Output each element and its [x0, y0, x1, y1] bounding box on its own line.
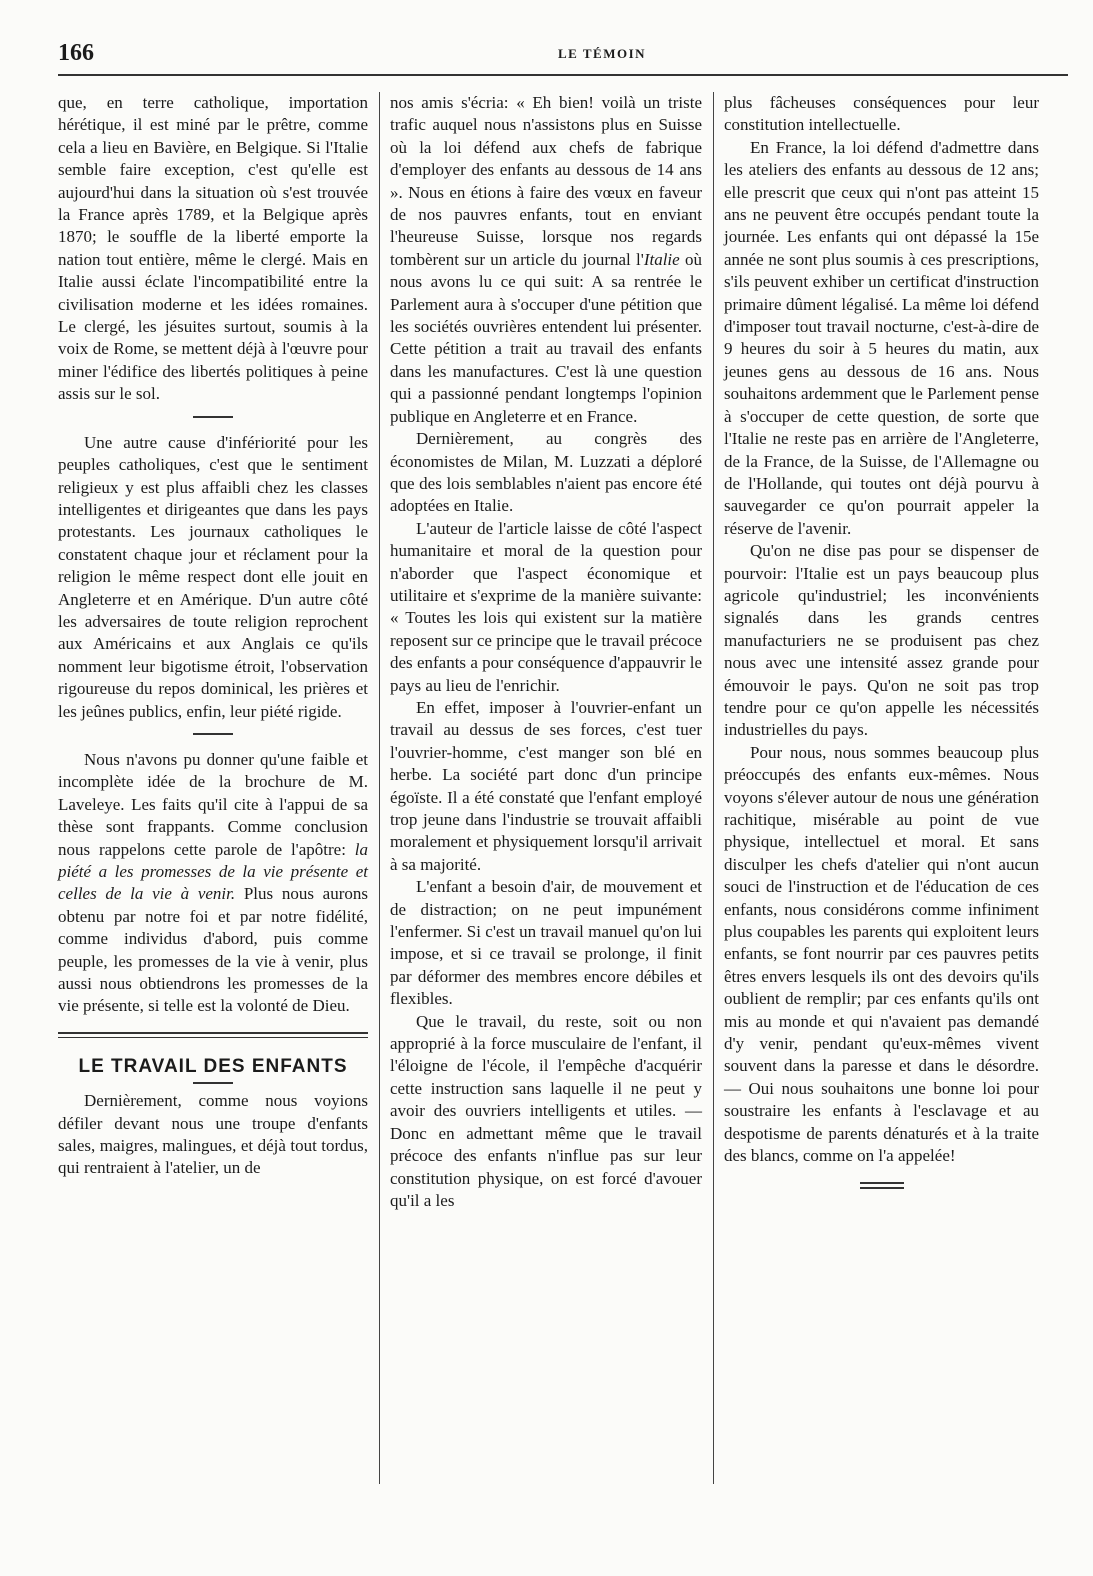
- separator-rule: [193, 733, 233, 735]
- paragraph-text: où nous avons lu ce qui suit: A sa rentrée le Parlement aura à s'occuper d'une pétition que les sociétés ouvrières entendent lui présenter. Cette pétition a trait au travail des enfants dans les manufactures. C'est là une question qui a passionné pendant longtemps l'opinion publique en Angleterre et en France.: [390, 249, 703, 426]
- paragraph: Que le travail, du reste, soit ou non approprié à la force musculaire de l'enfant, il l'éloigne de l'école, il l'empêche d'acquérir cette instruction sans laquelle il ne peut y avoir des ouvriers intelligents et utiles. — Donc en admettant même que le travail précoce des enfants n'influe pas sur leur constitution physique, on est forcé d'avouer qu'il a les: [390, 1011, 702, 1210]
- paragraph: Une autre cause d'infériorité pour les peuples catholiques, c'est que le sentiment religieux y est plus affaibli chez les classes intelligentes et dirigeantes que dans les pays protestants. Les journaux catholiques le constatent chaque jour et réclament pour la religion le même respect dont elle jouit en Angleterre et en Amérique. D'un autre côté les adversaires de toute religion reprochent aux Américains et aux Anglais ce qu'ils nomment leur bigotisme étroit, l'observation rigoureuse du repos dominical, les prières et les jeûnes publics, enfin, leur piété rigide.: [58, 432, 368, 721]
- end-rule: [860, 1182, 904, 1189]
- section-title: LE TRAVAIL DES ENFANTS: [78, 1055, 348, 1077]
- paragraph-text: Plus nous aurons obtenu par notre foi et par notre fidélité, comme individus d'abord, puis comme peuple, les promesses de la vie à venir, plus aussi nous obtiendrons les promesses de la vie présente, si telle est la volonté de Dieu.: [58, 884, 369, 1016]
- paragraph: L'auteur de l'article laisse de côté l'aspect humanitaire et moral de la question pour n'aborder que l'aspect économique et utilitaire et s'exprime de la manière suivante: « Toutes les lois qui existent sur la matière reposent sur ce principe que le travail précoce des enfants a pour conséquence d'appauvrir le pays au lieu de l'enrichir.: [390, 518, 702, 695]
- paragraph: Qu'on ne dise pas pour se dispenser de pourvoir: l'Italie est un pays beaucoup plus agricole qu'industriel; les inconvénients signalés dans les grands centres manufacturiers ne se produisent pas chez nous avec une intensité assez grande pour émouvoir le pays. Qu'on ne soit pas trop tendre pour ce qu'on appelle les nécessités industrielles du pays.: [724, 541, 1039, 740]
- paragraph: L'enfant a besoin d'air, de mouvement et de distraction; on ne peut impunément l'enfermer. Si c'est un travail manuel qu'on lui impose, et si ce travail se prolonge, il finit par déformer des membres encore débiles et flexibles.: [390, 877, 702, 1009]
- running-title: LE TÉMOIN: [558, 46, 647, 61]
- page-number: 166: [58, 40, 94, 66]
- paragraph: En effet, imposer à l'ouvrier-enfant un travail au dessus de ses forces, c'est tuer l'ouvrier-homme, c'est manger son blé en herbe. La société part donc d'un principe égoïste. Il a été constaté que l'enfant employé trop jeune dans l'industrie se trouvait affaibli moralement et physiquement lorsqu'il arrivait à sa majorité.: [390, 697, 702, 874]
- paragraph: plus fâcheuses conséquences pour leur constitution intellectuelle.: [724, 93, 1039, 135]
- column-divider: [379, 92, 380, 1484]
- paragraph: [58, 749, 368, 1018]
- journal-name: Italie: [643, 249, 680, 269]
- page-header: [58, 40, 1068, 76]
- bible-quote: la piété a les promesses de la vie présente et celles de la vie à venir.: [58, 839, 368, 904]
- paragraph: Dernièrement, comme nous voyions défiler devant nous une troupe d'enfants sales, maigres, malingues, et déjà tout tordus, qui rentraient à l'atelier, un de: [58, 1091, 368, 1178]
- column-divider: [713, 92, 714, 1484]
- paragraph: Dernièrement, au congrès des économistes de Milan, M. Luzzati a déploré que des lois semblables n'aient pas encore été adoptées en Italie.: [390, 429, 702, 516]
- paragraph-text: nos amis s'écria: « Eh bien! voilà un triste trafic auquel nous n'assistons plus en Suisse où la loi défend aux chefs de fabrique d'employer des enfants au dessous de 14 ans ». Nous en étions à faire des vœux en faveur de nos pauvres enfants, tout en enviant l'heureuse Suisse, lorsque nos regards tombèrent sur un article du journal l': [390, 93, 702, 269]
- separator-rule: [193, 1082, 233, 1084]
- paragraph: En France, la loi défend d'admettre dans les ateliers des enfants au dessous de 12 ans; elle prescrit que ceux qui n'ont pas atteint 15 ans ne peuvent être occupés pendant toute la journée. Les enfants qui ont dépassé la 15e année ne sont plus soumis à ces prescriptions, s'ils peuvent exhiber un certificat d'instruction primaire dûment légalisé. La même loi défend d'imposer tout travail nocturne, c'est-à-dire de 9 heures du soir à 5 heures du matin, aux jeunes gens au dessous de 16 ans. Nous souhaitons ardemment que le Parlement pense à s'occuper de cette question, de sorte que l'Italie ne reste pas en arrière de l'Angleterre, de la France, de la Suisse, de l'Allemagne ou de l'Hollande, qui toutes ont déjà pourvu à sauvegarder ce qu'on pourrait appeler la réserve de l'avenir.: [724, 137, 1039, 538]
- paragraph-text: Nous n'avons pu donner qu'une faible et incomplète idée de la brochure de M. Laveleye. Les faits qu'il cite à l'appui de sa thèse sont frappants. Comme conclusion nous rappelons cette parole de l'apôtre:: [58, 749, 368, 859]
- column-2: [390, 92, 702, 1212]
- paragraph: que, en terre catholique, importation hérétique, il est miné par le prêtre, comme cela a lieu en Bavière, en Belgique. Si l'Italie semble faire exception, c'est qu'elle est aujourd'hui dans la situation où s'est trouvée la France après 1789, et la Belgique après 1870; le souffle de la liberté emporte la nation tout entière, même le clergé. Mais en Italie aussi éclate l'incompatibilité entre la civilisation moderne et les idées romaines. Le clergé, les jésuites surtout, soumis à la voix de Rome, se mettent déjà à l'œuvre pour miner l'édifice des libertés politiques à peine assis sur le sol.: [58, 93, 368, 404]
- paragraph: Pour nous, nous sommes beaucoup plus préoccupés des enfants eux-mêmes. Nous voyons s'élever autour de nous une génération rachitique, misérable au point de vue physique, intellectuel et moral. Et sans disculper les chefs d'atelier qui n'ont aucun souci de l'instruction et de l'éducation de ces enfants, nous considérons comme infiniment plus coupables les parents qui exploitent leurs enfants, se font nourrir par ces pauvres petits êtres envers lesquels ils ont des devoirs qu'ils oublient de remplir; par ces enfants qu'ils ont mis au monde et qui n'avaient pas demandé d'y venir, pendant qu'eux-mêmes vivent souvent dans la paresse et dans le désordre. — Oui nous souhaitons une bonne loi pour soustraire les enfants à l'esclavage et au despotisme de parents dénaturés et à la traite des blancs, comme on l'a appelée!: [724, 742, 1039, 1166]
- header-rule: [58, 74, 1068, 76]
- section-rule: [58, 1032, 368, 1038]
- column-3: [724, 92, 1039, 1189]
- column-1: [58, 92, 368, 1180]
- paragraph: [390, 92, 702, 428]
- separator-rule: [193, 416, 233, 418]
